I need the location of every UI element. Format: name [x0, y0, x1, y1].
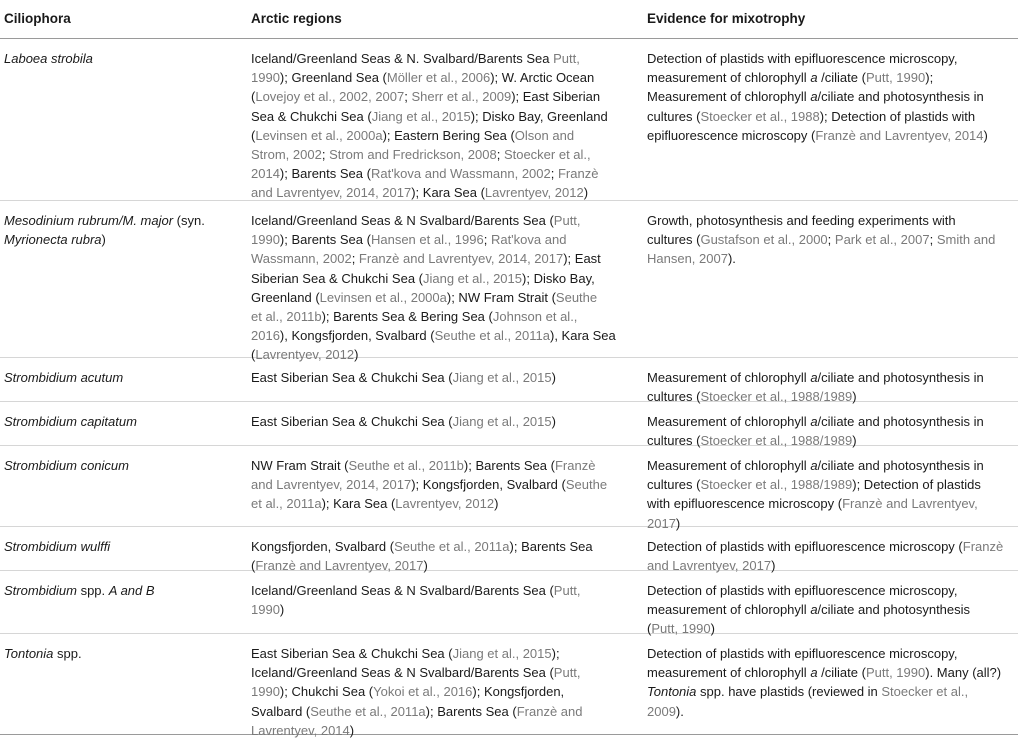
citation-link[interactable]: Lavrentyev, 2012 — [255, 347, 355, 363]
italic-text: a — [810, 370, 818, 385]
table-row — [0, 358, 1018, 405]
citation-link[interactable]: Franzè and Lavrentyev, 2017 — [255, 558, 424, 574]
citation-link[interactable]: 1990 — [251, 232, 280, 248]
citation-link[interactable]: Sherr et al., 2009 — [411, 89, 512, 105]
citation-link[interactable]: Putt, 1990 — [651, 621, 711, 637]
citation-link[interactable]: 1990 — [251, 602, 280, 618]
citation-link[interactable]: Wassmann, 2002 — [251, 251, 352, 267]
regions-cell: East Siberian Sea & Chukchi Sea (Jiang et al., 2015) — [251, 370, 556, 385]
evidence-cell: Detection of plastids with epifluorescence microscopy, measurement of chlorophyll a /ciliate (Putt, 1990). Many (all?) Tontonia spp. have plastids (reviewed in Stoecker et al., 2009). — [647, 646, 1002, 719]
citation-link[interactable]: Lovejoy et al., 2002, 2007 — [255, 89, 405, 105]
regions-cell: East Siberian Sea & Chukchi Sea (Jiang et al., 2015); Iceland/Greenland Seas & N Svalbard/Barents Sea (Putt, 1990); Chukchi Sea (Yokoi et al., 2016); Kongsfjorden, Svalbard (Seuthe et al., 2011a); Barents Sea (Franzè and Lavrentyev, 2014) — [251, 646, 583, 738]
species-name-suffix: spp. — [76, 583, 109, 598]
citation-link[interactable]: Jiang et al., 2015 — [452, 414, 552, 429]
citation-link[interactable]: Seuthe et al., 2011a — [310, 703, 426, 719]
species-cell — [4, 581, 239, 600]
species-name: Mesodinium rubrum/M. major — [4, 213, 174, 228]
citation-link[interactable]: 1990 — [251, 684, 280, 700]
species-name-suffix: (syn. — [173, 213, 205, 228]
citation-link[interactable]: Lavrentyev, 2012 — [484, 185, 584, 201]
regions-cell: East Siberian Sea & Chukchi Sea (Jiang et al., 2015) — [251, 414, 556, 429]
citation-link[interactable]: Stoecker et al., 1988/1989 — [700, 477, 853, 493]
citation-link[interactable]: et al., 2011b — [251, 309, 322, 325]
citation-link[interactable]: 2016 — [251, 328, 280, 344]
citation-link[interactable]: Strom and Fredrickson, 2008 — [329, 147, 497, 163]
species-cell — [4, 211, 239, 249]
citation-link[interactable]: Franzè and Lavrentyev, 2014 — [815, 127, 984, 143]
regions-cell: Iceland/Greenland Seas & N Svalbard/Barents Sea (Putt, 1990) — [251, 583, 581, 618]
citation-link[interactable]: Jiang et al., 2015 — [452, 646, 552, 661]
species-cell — [4, 412, 239, 431]
citation-link[interactable]: Jiang et al., 2015 — [422, 270, 523, 286]
citation-link[interactable]: Levinsen et al., 2000a — [319, 289, 447, 305]
citation-link[interactable]: Franzè — [962, 539, 1004, 554]
citation-link[interactable]: Möller et al., 2006 — [386, 70, 491, 86]
table-row — [0, 527, 1018, 574]
species-synonym: Myrionecta rubra — [4, 232, 102, 248]
citation-link[interactable]: Stoecker et al., 1988/1989 — [700, 433, 853, 449]
citation-link[interactable]: and Lavrentyev, 2017 — [647, 558, 772, 574]
regions-cell: Iceland/Greenland Seas & N Svalbard/Barents Sea (Putt, 1990); Barents Sea (Hansen et al., 1996; Rat'kova and Wassmann, 2002; Franzè and Lavrentyev, 2014, 2017); East Siberian Sea & Chukchi Sea (Jiang et al., 2015); Disko Bay, Greenland (Levinsen et al., 2000a); NW Fram Strait (Seuthe et al., 2011b); Barents Sea & Bering Sea (Johnson et al., 2016), Kongsfjorden, Svalbard (Seuthe et al., 2011a), Kara Sea (Lavrentyev, 2012) — [251, 213, 616, 363]
citation-link[interactable]: Stoecker et al., — [503, 147, 591, 163]
header-arctic-regions: Arctic regions — [251, 11, 342, 26]
species-name: Strombidium acutum — [4, 370, 124, 385]
species-cell — [4, 537, 239, 556]
table-row — [0, 39, 1018, 201]
citation-link[interactable]: Lavrentyev, 2012 — [395, 496, 495, 512]
citation-link[interactable]: Franzè and Lavrentyev, 2014, 2017 — [358, 251, 564, 267]
species-name: Laboea strobila — [4, 51, 93, 66]
citation-link[interactable]: Seuthe — [555, 289, 598, 305]
species-cell — [4, 49, 239, 68]
citation-link[interactable]: Putt, — [553, 213, 581, 228]
table-header — [0, 0, 1018, 39]
citation-link[interactable]: Stoecker et al., 1988/1989 — [700, 389, 853, 405]
evidence-cell: Detection of plastids with epifluorescence microscopy (Franzè and Lavrentyev, 2017) — [647, 539, 1004, 574]
citation-link[interactable]: et al., 2011a — [251, 496, 322, 512]
citation-link[interactable]: Putt, — [553, 583, 581, 598]
evidence-cell: Measurement of chlorophyll a/ciliate and photosynthesis in cultures (Stoecker et al., 1988/1989) — [647, 370, 984, 405]
citation-link[interactable]: Seuthe — [565, 477, 608, 493]
regions-cell: NW Fram Strait (Seuthe et al., 2011b); Barents Sea (Franzè and Lavrentyev, 2014, 2017); Kongsfjorden, Svalbard (Seuthe et al., 2011a); Kara Sea (Lavrentyev, 2012) — [251, 458, 608, 512]
table-row — [0, 201, 1018, 363]
table-row — [0, 634, 1018, 738]
citation-link[interactable]: Hansen, 2007 — [647, 251, 728, 267]
evidence-cell: Measurement of chlorophyll a/ciliate and photosynthesis in cultures (Stoecker et al., 1988/1989); Detection of plastids with epifluorescence microscopy (Franzè and Lavrentyev, 2017) — [647, 458, 984, 531]
citation-link[interactable]: Strom, 2002 — [251, 147, 322, 163]
evidence-cell: Growth, photosynthesis and feeding experiments with cultures (Gustafson et al., 2000; Park et al., 2007; Smith and Hansen, 2007). — [647, 213, 996, 267]
citation-link[interactable]: Putt, — [553, 51, 580, 66]
citation-link[interactable]: Yokoi et al., 2016 — [373, 684, 473, 700]
citation-link[interactable]: Jiang et al., 2015 — [452, 370, 552, 385]
italic-text: a — [810, 414, 818, 429]
citation-link[interactable]: 2017 — [647, 515, 676, 531]
italic-text: a — [810, 458, 818, 473]
citation-link[interactable]: Franzè — [554, 458, 596, 473]
citation-link[interactable]: 1990 — [251, 70, 280, 86]
italic-text: a — [810, 70, 818, 86]
species-name: Strombidium wulffi — [4, 539, 111, 554]
italic-text: a — [810, 602, 818, 618]
citation-link[interactable]: Putt, 1990 — [865, 665, 926, 681]
citation-link[interactable]: Rat'kova and — [490, 232, 567, 248]
citation-link[interactable]: Hansen et al., 1996 — [370, 232, 484, 248]
evidence-cell: Measurement of chlorophyll a/ciliate and photosynthesis in cultures (Stoecker et al., 1988/1989) — [647, 414, 984, 449]
citation-link[interactable]: Jiang et al., 2015 — [371, 108, 471, 124]
species-name-variant: A and B — [108, 583, 155, 598]
citation-link[interactable]: and Lavrentyev, 2014, 2017 — [251, 477, 412, 493]
citation-link[interactable]: Smith and — [936, 232, 996, 248]
evidence-cell: Detection of plastids with epifluorescence microscopy, measurement of chlorophyll a/ciliate and photosynthesis (Putt, 1990) — [647, 583, 971, 637]
evidence-cell: Detection of plastids with epifluorescence microscopy, measurement of chlorophyll a /ciliate (Putt, 1990); Measurement of chlorophyll a/ciliate and photosynthesis in cultures (Stoecker et al., 1988); Detection of plastids with epifluorescence microscopy (Franzè and Lavrentyev, 2014) — [647, 51, 988, 143]
citation-link[interactable]: Seuthe et al., 2011a — [434, 328, 550, 344]
regions-cell: Iceland/Greenland Seas & N. Svalbard/Barents Sea Putt, 1990); Greenland Sea (Möller et al., 2006); W. Arctic Ocean (Lovejoy et al., 2002, 2007; Sherr et al., 2009); East Siberian Sea & Chukchi Sea (Jiang et al., 2015); Disko Bay, Greenland (Levinsen et al., 2000a); Eastern Bering Sea (Olson and Strom, 2002; Strom and Fredrickson, 2008; Stoecker et al., 2014); Barents Sea (Rat'kova and Wassmann, 2002; Franzè and Lavrentyev, 2014, 2017); Kara Sea (Lavrentyev, 2012) — [251, 51, 608, 201]
species-name: Tontonia — [4, 646, 54, 661]
citation-link[interactable]: Olson and — [514, 127, 575, 143]
citation-link[interactable]: Rat'kova and Wassmann, 2002 — [370, 166, 551, 182]
species-cell — [4, 644, 239, 663]
italic-text: Tontonia — [647, 684, 697, 700]
citation-link[interactable]: Levinsen et al., 2000a — [255, 127, 383, 143]
citation-link[interactable]: Franzè and Lavrentyev, — [842, 496, 978, 512]
citation-link[interactable]: Stoecker et al., — [881, 684, 969, 700]
citation-link[interactable]: Putt, 1990 — [865, 70, 926, 86]
species-cell — [4, 368, 239, 387]
species-name: Strombidium capitatum — [4, 414, 137, 429]
citation-link[interactable]: and Lavrentyev, 2014, 2017 — [251, 185, 412, 201]
italic-text: a — [810, 89, 818, 105]
citation-link[interactable]: Gustafson et al., 2000 — [700, 232, 828, 248]
header-evidence: Evidence for mixotrophy — [647, 11, 806, 26]
citation-link[interactable]: Johnson et al., — [492, 309, 578, 325]
table-row — [0, 446, 1018, 531]
citation-link[interactable]: 2009 — [647, 703, 676, 719]
species-name: Strombidium conicum — [4, 458, 129, 473]
italic-text: a — [810, 665, 818, 681]
citation-link[interactable]: Park et al., 2007 — [834, 232, 930, 248]
citation-link[interactable]: 2014 — [251, 166, 280, 182]
header-ciliophora: Ciliophora — [4, 11, 71, 26]
species-name: Strombidium — [4, 583, 77, 598]
species-cell — [4, 456, 239, 475]
citation-link[interactable]: Stoecker et al., 1988 — [700, 108, 820, 124]
species-synonym-suffix: ) — [101, 232, 106, 248]
citation-link[interactable]: Seuthe et al., 2011a — [394, 539, 510, 554]
citation-link[interactable]: Franzè — [557, 166, 599, 182]
citation-link[interactable]: Seuthe et al., 2011b — [348, 458, 464, 473]
citation-link[interactable]: Lavrentyev, 2014 — [251, 722, 350, 738]
table-row — [0, 402, 1018, 449]
citation-link[interactable]: Putt, — [553, 665, 581, 681]
table-row — [0, 571, 1018, 637]
regions-cell: Kongsfjorden, Svalbard (Seuthe et al., 2011a); Barents Sea (Franzè and Lavrentyev, 2017) — [251, 539, 593, 574]
species-name-suffix: spp. — [53, 646, 82, 661]
citation-link[interactable]: Franzè and — [516, 703, 583, 719]
